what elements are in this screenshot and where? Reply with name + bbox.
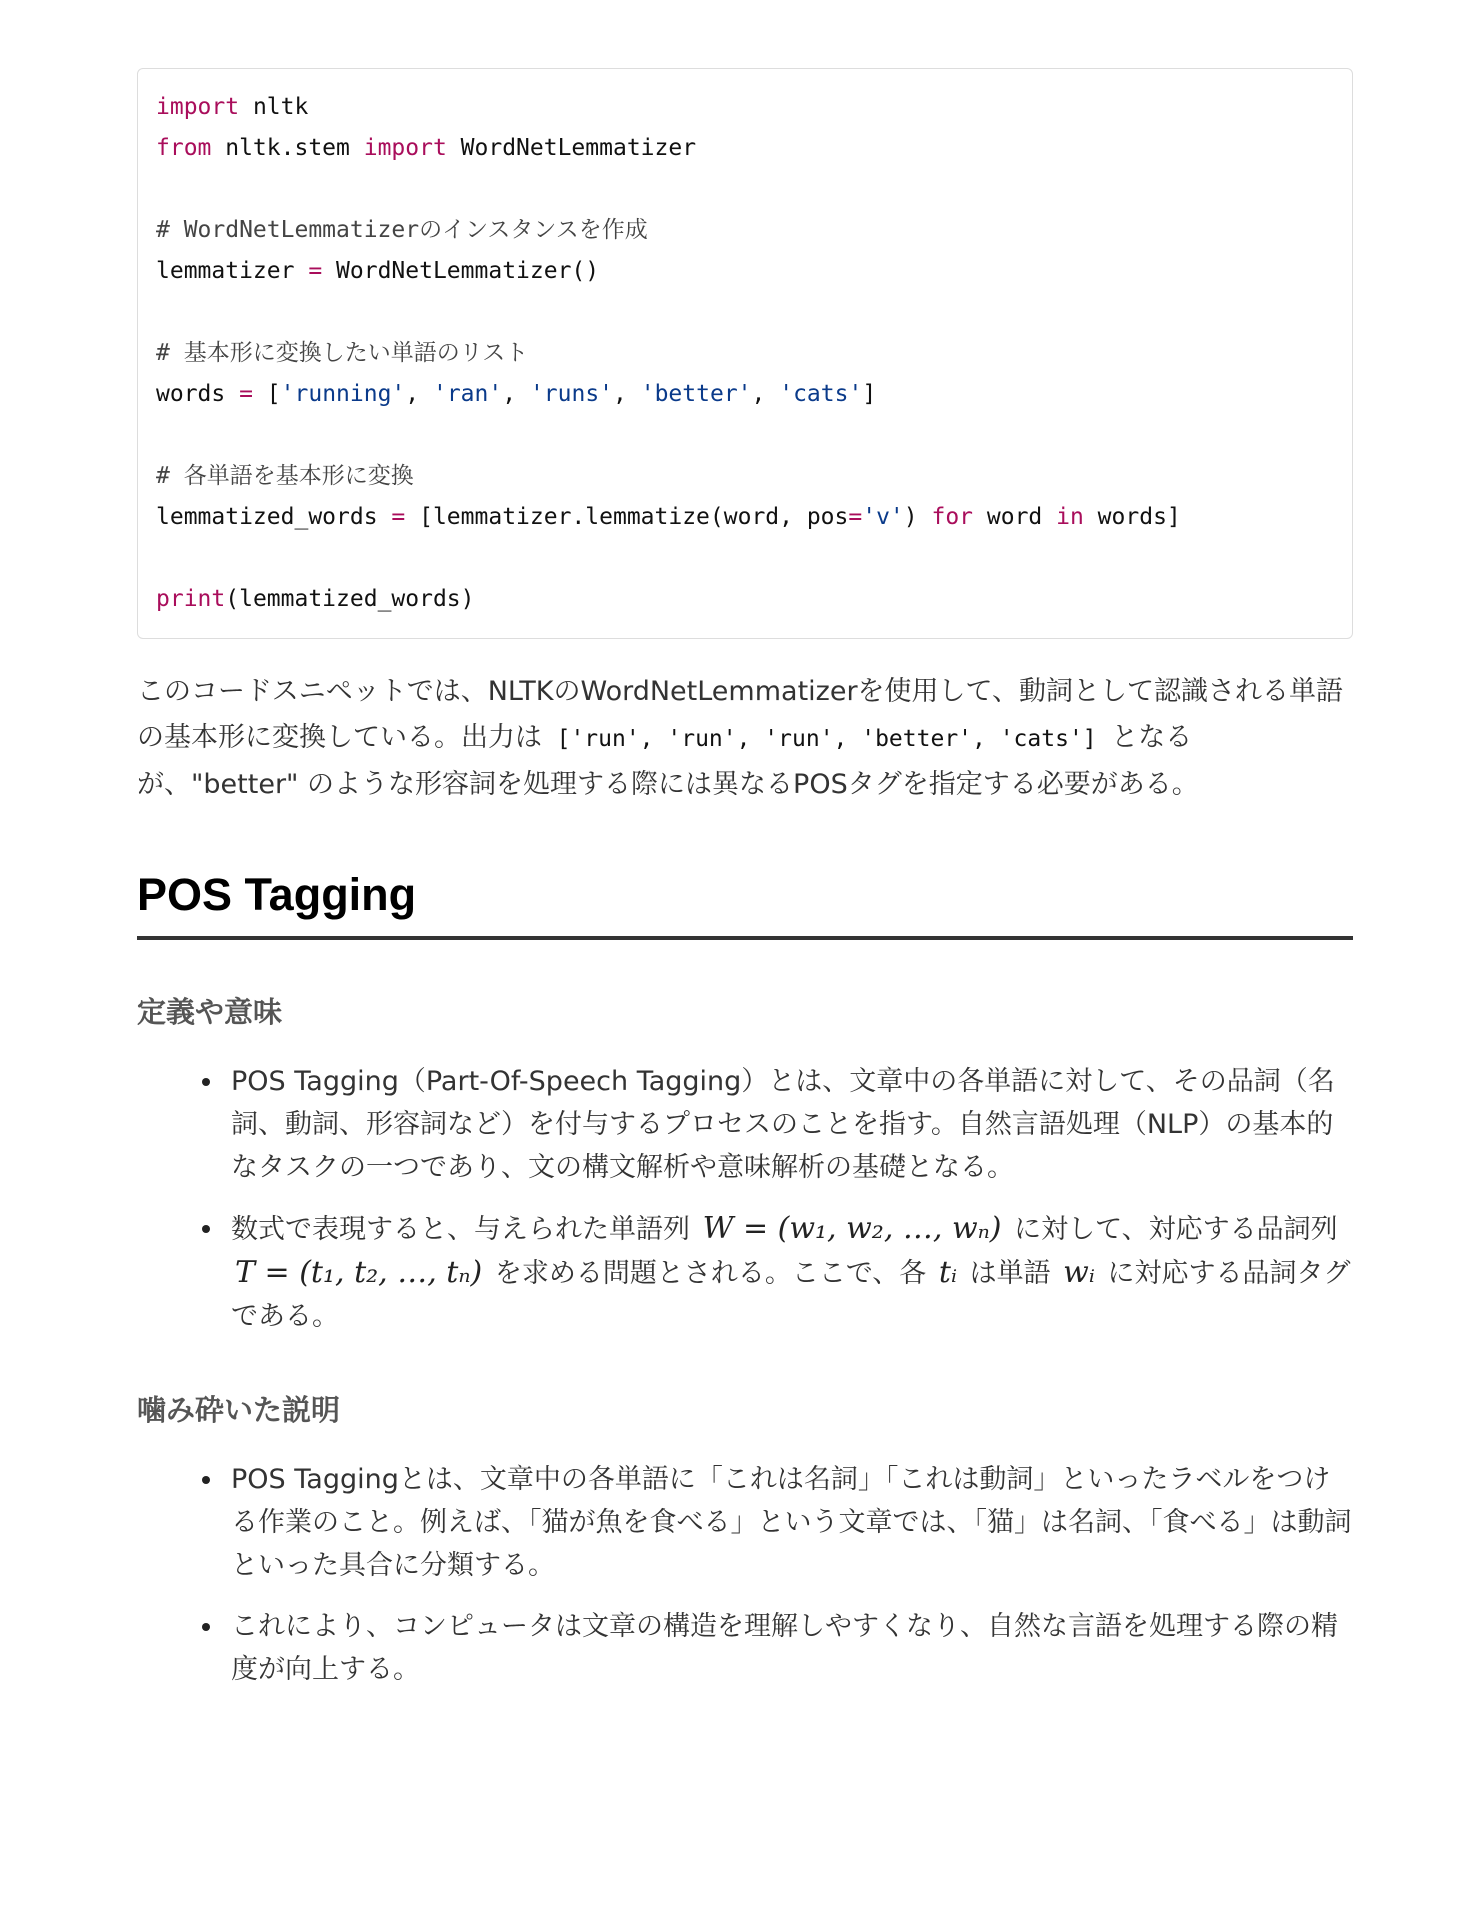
code-blank-line [156,538,1334,579]
code-keyword: in [1056,504,1084,530]
code-text: [ [252,381,281,407]
list-item [231,1060,1353,1189]
code-string: 'cats' [779,381,863,407]
math-formula: W = (w₁, w₂, …, wₙ) [702,1211,1002,1246]
explanation-text: このコードスニペットでは、NLTKのWordNetLemmatizerを使用して、動詞として認識される単語の基本形に変換している。出力は [137,676,1344,753]
code-text: ] [862,381,877,407]
list-item-text: に対応する品詞タグである。 [231,1258,1351,1332]
code-comment: # 各単語を基本形に変換 [156,463,414,489]
list-item-text: POS Taggingとは、文章中の各単語に「これは名詞」「これは動詞」といったラベルをつける作業のこと。例えば、「猫が魚を食べる」という文章では、「猫」は名詞、「食べる」は動詞といった具合に分類する。 [231,1464,1352,1581]
code-operator: = [848,504,863,530]
definition-heading: 定義や意味 [137,995,283,1029]
code-line [156,579,1334,620]
code-text: words [156,381,240,407]
document-page [137,68,1353,1709]
code-string: 'runs' [529,381,614,407]
bullet-icon [202,1476,210,1484]
code-keyword: print [156,586,226,612]
code-operator: = [391,504,406,530]
bullet-icon [202,1623,210,1631]
code-keyword: from [156,135,212,161]
code-text: lemmatized_words [156,504,392,530]
code-text: WordNetLemmatizer() [322,258,600,284]
code-text: , [613,381,641,407]
code-text: lemmatizer [156,258,309,284]
code-string: 'running' [280,381,406,407]
list-item-text: に対して、対応する品詞列 [1014,1214,1338,1245]
section-title: POS Tagging [137,866,1353,940]
code-string: 'ran' [432,381,503,407]
code-text: nltk [239,94,309,120]
math-formula: tᵢ [938,1255,957,1290]
code-blank-line [156,415,1334,456]
list-item-text: 数式で表現すると、与えられた単語列 [231,1214,690,1245]
code-text: , [502,381,530,407]
explanation-text: となるが、"better" のような形容詞を処理する際には異なるPOSタグを指定する必要がある。 [137,722,1199,800]
code-comment: # 基本形に変換したい単語のリスト [156,340,529,366]
code-text: [lemmatizer.lemmatize(word, pos [405,504,849,530]
code-operator: = [239,381,253,407]
code-keyword: import [363,135,447,161]
simple-explanation-heading: 噛み砕いた説明 [137,1393,341,1427]
code-operator: = [308,258,323,284]
list-item-text: これにより、コンピュータは文章の構造を理解しやすくなり、自然な言語を処理する際の精度が向上する。 [231,1611,1338,1685]
math-formula: T = (t₁, t₂, …, tₙ) [235,1255,483,1290]
code-text: , [751,381,780,407]
explanation-paragraph [137,669,1353,808]
inline-code: ['run', 'run', 'run', 'better', 'cats'] [556,726,1097,752]
code-keyword: import [156,94,240,120]
code-block [137,68,1353,639]
code-line [156,128,1334,169]
code-blank-line [156,292,1334,333]
code-text: word [973,504,1057,530]
simple-explanation-list [137,1458,1353,1691]
code-text: words] [1083,504,1181,530]
bullet-icon [202,1225,210,1233]
code-keyword: for [931,504,974,530]
list-item-text: POS Tagging（Part-Of-Speech Tagging）とは、文章中の各単語に対して、その品詞（名詞、動詞、形容詞など）を付与するプロセスのことを指す。自然言語処理（NLP）の基本的なタスクの一つであり、文の構文解析や意味解析の基礎となる。 [231,1066,1335,1183]
code-text: WordNetLemmatizer [446,135,697,161]
list-item [231,1207,1353,1338]
code-text: , [405,381,433,407]
code-text: (lemmatized_words) [225,586,475,612]
bullet-icon [202,1078,210,1086]
definition-list [137,1060,1353,1338]
code-blank-line [156,169,1334,210]
code-text: nltk.stem [211,135,364,161]
list-item-text: を求める問題とされる。ここで、各 [494,1258,927,1289]
code-line [156,497,1334,538]
list-item [231,1605,1353,1691]
code-line [156,251,1334,292]
code-string: 'v' [862,504,904,530]
code-line [156,374,1334,415]
code-line [156,87,1334,128]
code-string: 'better' [640,381,752,407]
list-item-text: は単語 [969,1258,1051,1289]
list-item [231,1458,1353,1587]
code-text: ) [903,504,932,530]
code-comment: # WordNetLemmatizerのインスタンスを作成 [156,217,648,243]
math-formula: wᵢ [1063,1255,1095,1290]
